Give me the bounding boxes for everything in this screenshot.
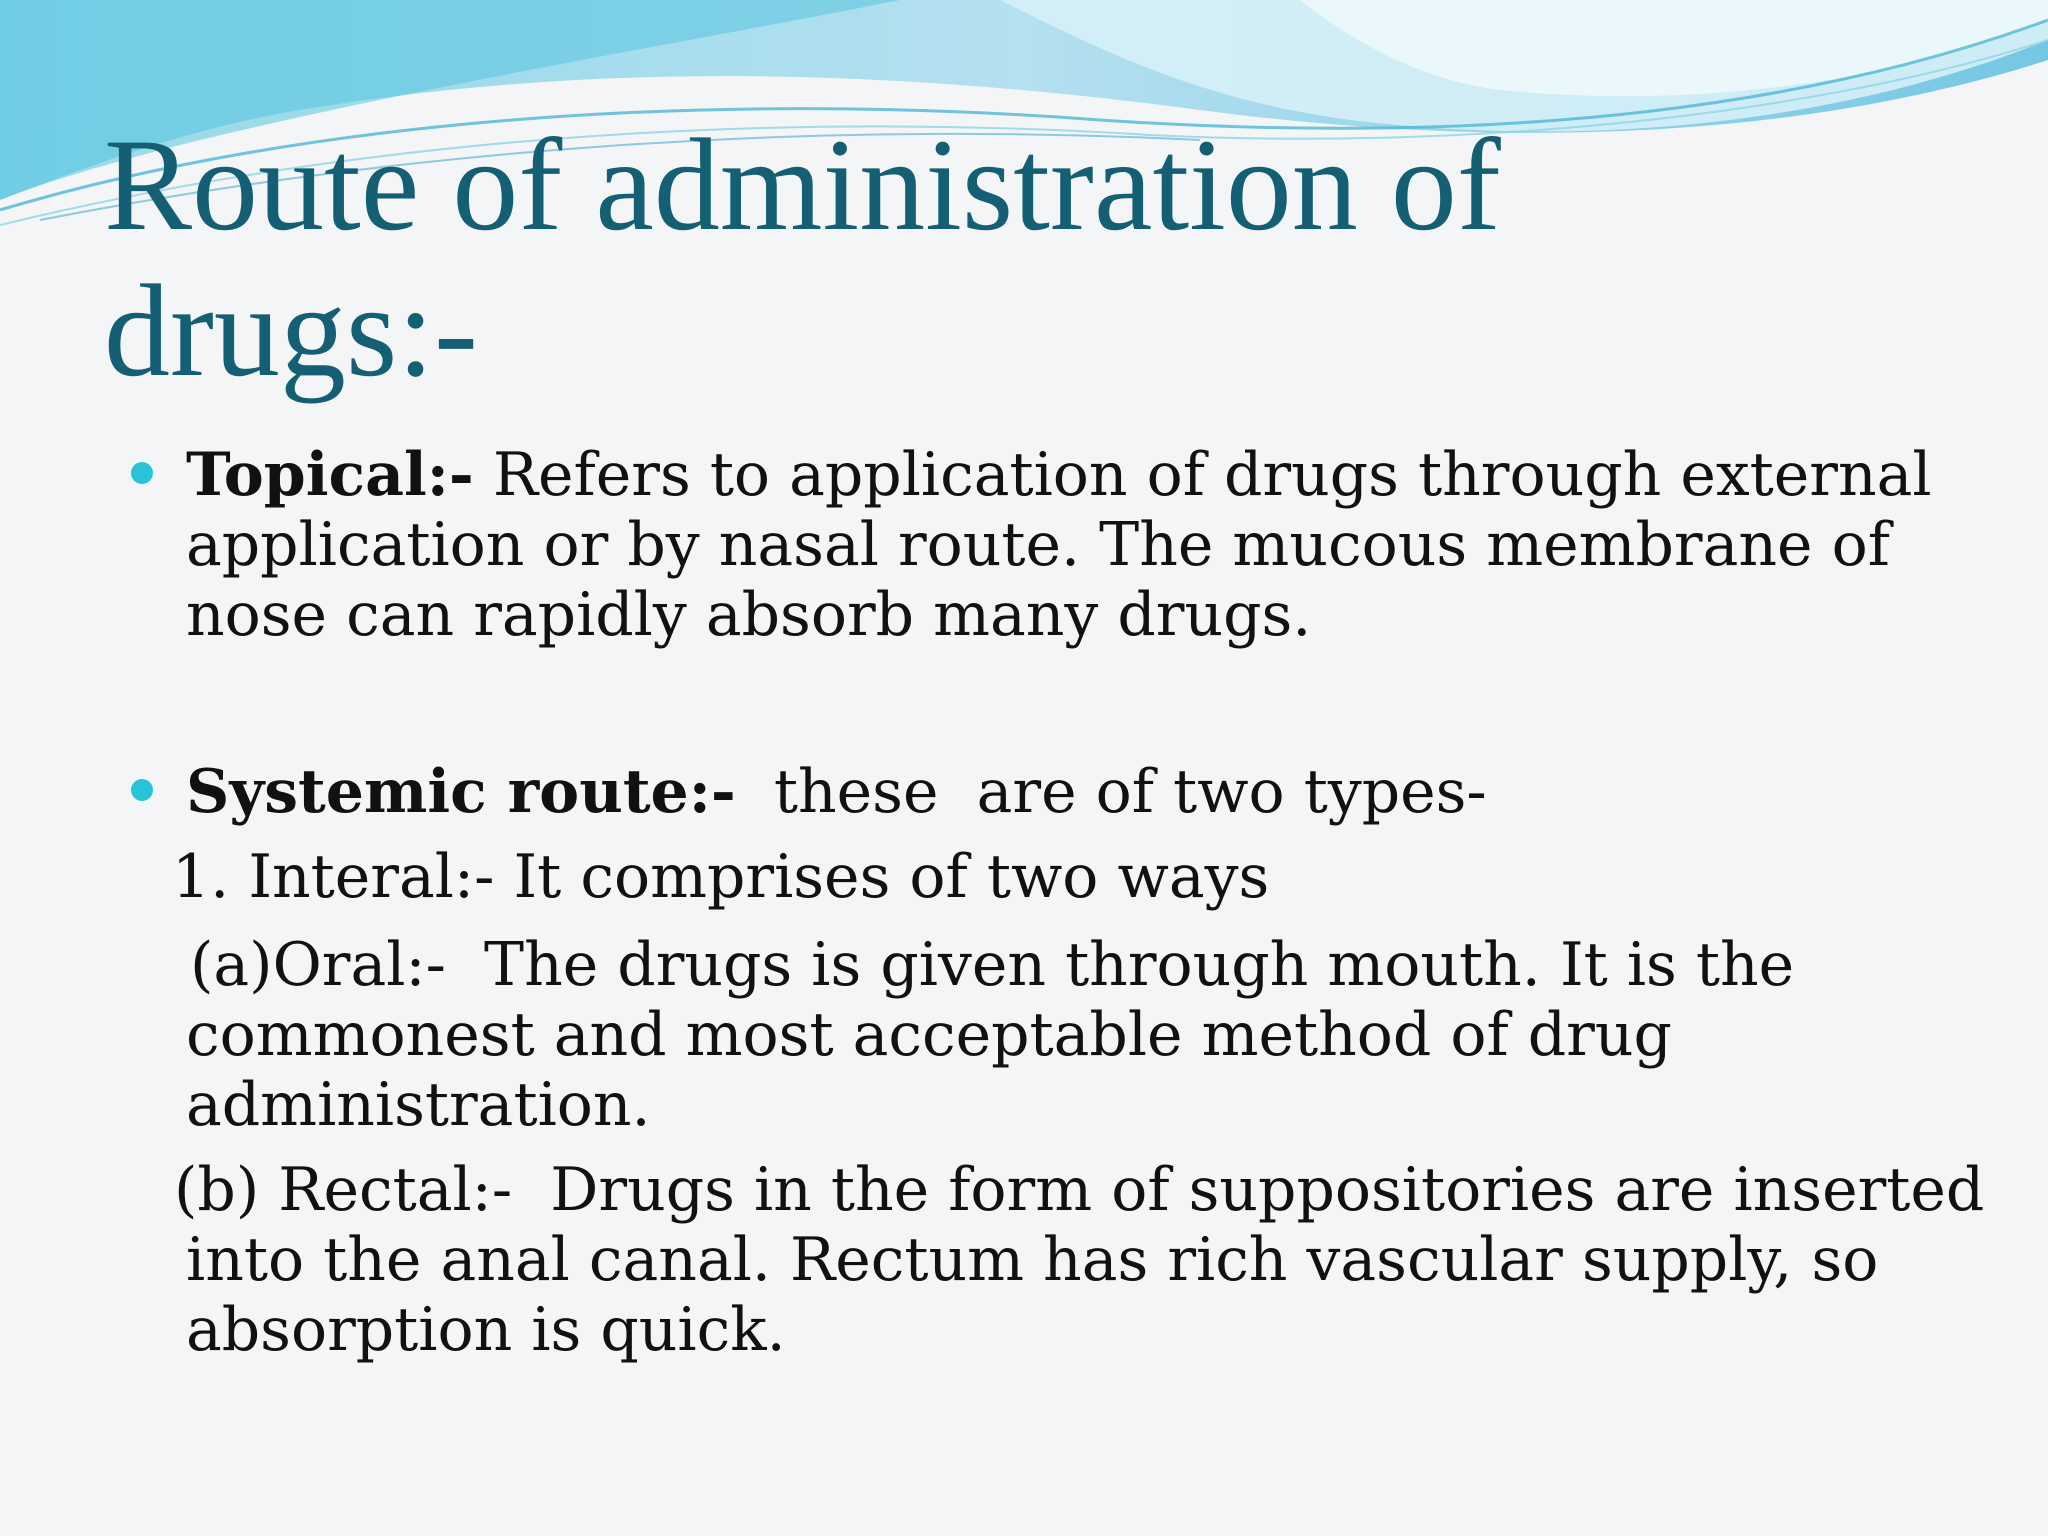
- interal-heading: 1. Interal:- It comprises of two ways: [172, 842, 1270, 912]
- bullet-dot-icon: [131, 462, 153, 484]
- bullet-dot-icon: [131, 779, 153, 801]
- bullet-topical-term: Topical:-: [186, 440, 474, 510]
- oral-line1: (a)Oral:- The drugs is given through mouth. It is the: [190, 930, 1795, 1000]
- bullet-topical-text: Refers to application of drugs through external: [473, 440, 1932, 510]
- slide-title-line2: drugs:-: [104, 257, 478, 404]
- oral-line2: commonest and most acceptable method of drug: [186, 1000, 1672, 1070]
- bullet-systemic-line1: [186, 757, 1487, 827]
- bullet-systemic-term: Systemic route:-: [186, 757, 736, 827]
- oral-line3: administration.: [186, 1070, 651, 1140]
- bullet-systemic-text: these are of two types-: [735, 757, 1487, 827]
- bullet-topical-line3: nose can rapidly absorb many drugs.: [186, 580, 1312, 650]
- bullet-topical-line2: application or by nasal route. The mucous membrane of: [186, 510, 1890, 580]
- slide-title-line1: Route of administration of: [104, 111, 1501, 258]
- bullet-topical-line1: [186, 440, 1932, 510]
- rectal-line2: into the anal canal. Rectum has rich vascular supply, so: [186, 1225, 1879, 1295]
- rectal-line1: (b) Rectal:- Drugs in the form of suppositories are inserted: [174, 1155, 1985, 1225]
- rectal-line3: absorption is quick.: [186, 1295, 786, 1365]
